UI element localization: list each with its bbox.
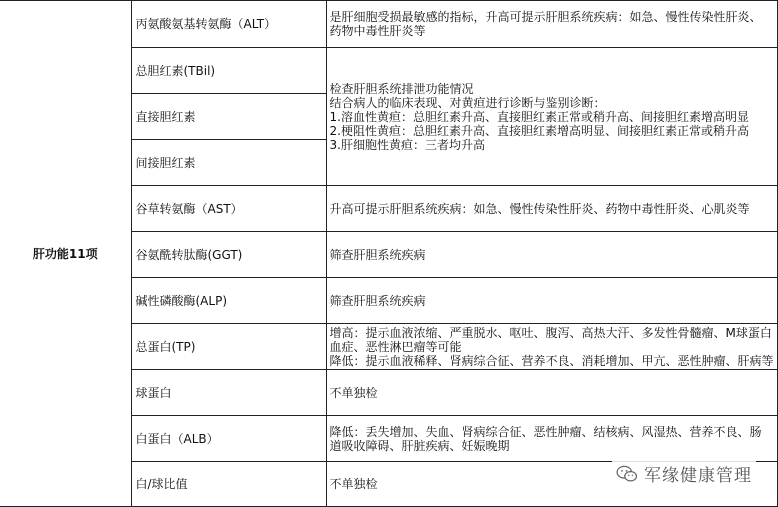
item-desc-alt: 是肝细胞受损最敏感的指标，升高可提示肝胆系统疾病：如急、慢性传染性肝炎、 药物中毒性肝炎等 bbox=[326, 1, 777, 48]
item-desc-ag-ratio: 不单独检 bbox=[326, 462, 777, 507]
item-desc-globulin: 不单独检 bbox=[326, 370, 777, 416]
item-name-tbil: 总胆红素(TBil) bbox=[131, 48, 326, 94]
item-name-alp: 碱性磷酸酶(ALP) bbox=[131, 278, 326, 324]
item-desc-alp: 筛查肝胆系统疾病 bbox=[326, 278, 777, 324]
wechat-icon bbox=[616, 465, 638, 483]
item-name-ag-ratio: 白/球比值 bbox=[131, 462, 326, 507]
item-desc-ast: 升高可提示肝胆系统疾病：如急、慢性传染性肝炎、药物中毒性肝炎、心肌炎等 bbox=[326, 186, 777, 232]
item-name-indirect-bilirubin: 间接胆红素 bbox=[131, 140, 326, 186]
watermark bbox=[612, 459, 756, 488]
item-desc-ggt: 筛查肝胆系统疾病 bbox=[326, 232, 777, 278]
item-name-ast: 谷草转氨酶（AST） bbox=[131, 186, 326, 232]
item-name-alt: 丙氨酸氨基转氨酶（ALT） bbox=[131, 1, 326, 48]
item-desc-alb: 降低：丢失增加、失血、肾病综合征、恶性肿瘤、结核病、风湿热、营养不良、肠 道吸收障碍、肝脏疾病、妊娠晚期 bbox=[326, 416, 777, 462]
item-name-tp: 总蛋白(TP) bbox=[131, 324, 326, 370]
item-desc-tp: 增高：提示血液浓缩、严重脱水、呕吐、腹泻、高热大汗、多发性骨髓瘤、M球蛋白 血症、恶性淋巴瘤等可能 降低：提示血液稀释、肾病综合征、营养不良、消耗增加、甲亢、恶性肿瘤、肝病等 bbox=[326, 324, 777, 370]
watermark-text: 军缘健康管理 bbox=[644, 466, 752, 486]
item-name-ggt: 谷氨酰转肽酶(GGT) bbox=[131, 232, 326, 278]
group-label: 肝功能11项 bbox=[0, 1, 131, 507]
item-name-direct-bilirubin: 直接胆红素 bbox=[131, 94, 326, 140]
item-name-globulin: 球蛋白 bbox=[131, 370, 326, 416]
item-name-alb: 白蛋白（ALB） bbox=[131, 416, 326, 462]
item-desc-bilirubin: 检查肝胆系统排泄功能情况 结合病人的临床表现、对黄疸进行诊断与鉴别诊断： 1.溶血性黄疸：总胆红素升高、直接胆红素正常或稍升高、间接胆红素增高明显 2.梗阻性黄疸：总胆红素升高、直接胆红素增高明显、间接胆红素正常或稍升高 3.肝细胞性黄疸：三者均升高 bbox=[326, 48, 777, 186]
